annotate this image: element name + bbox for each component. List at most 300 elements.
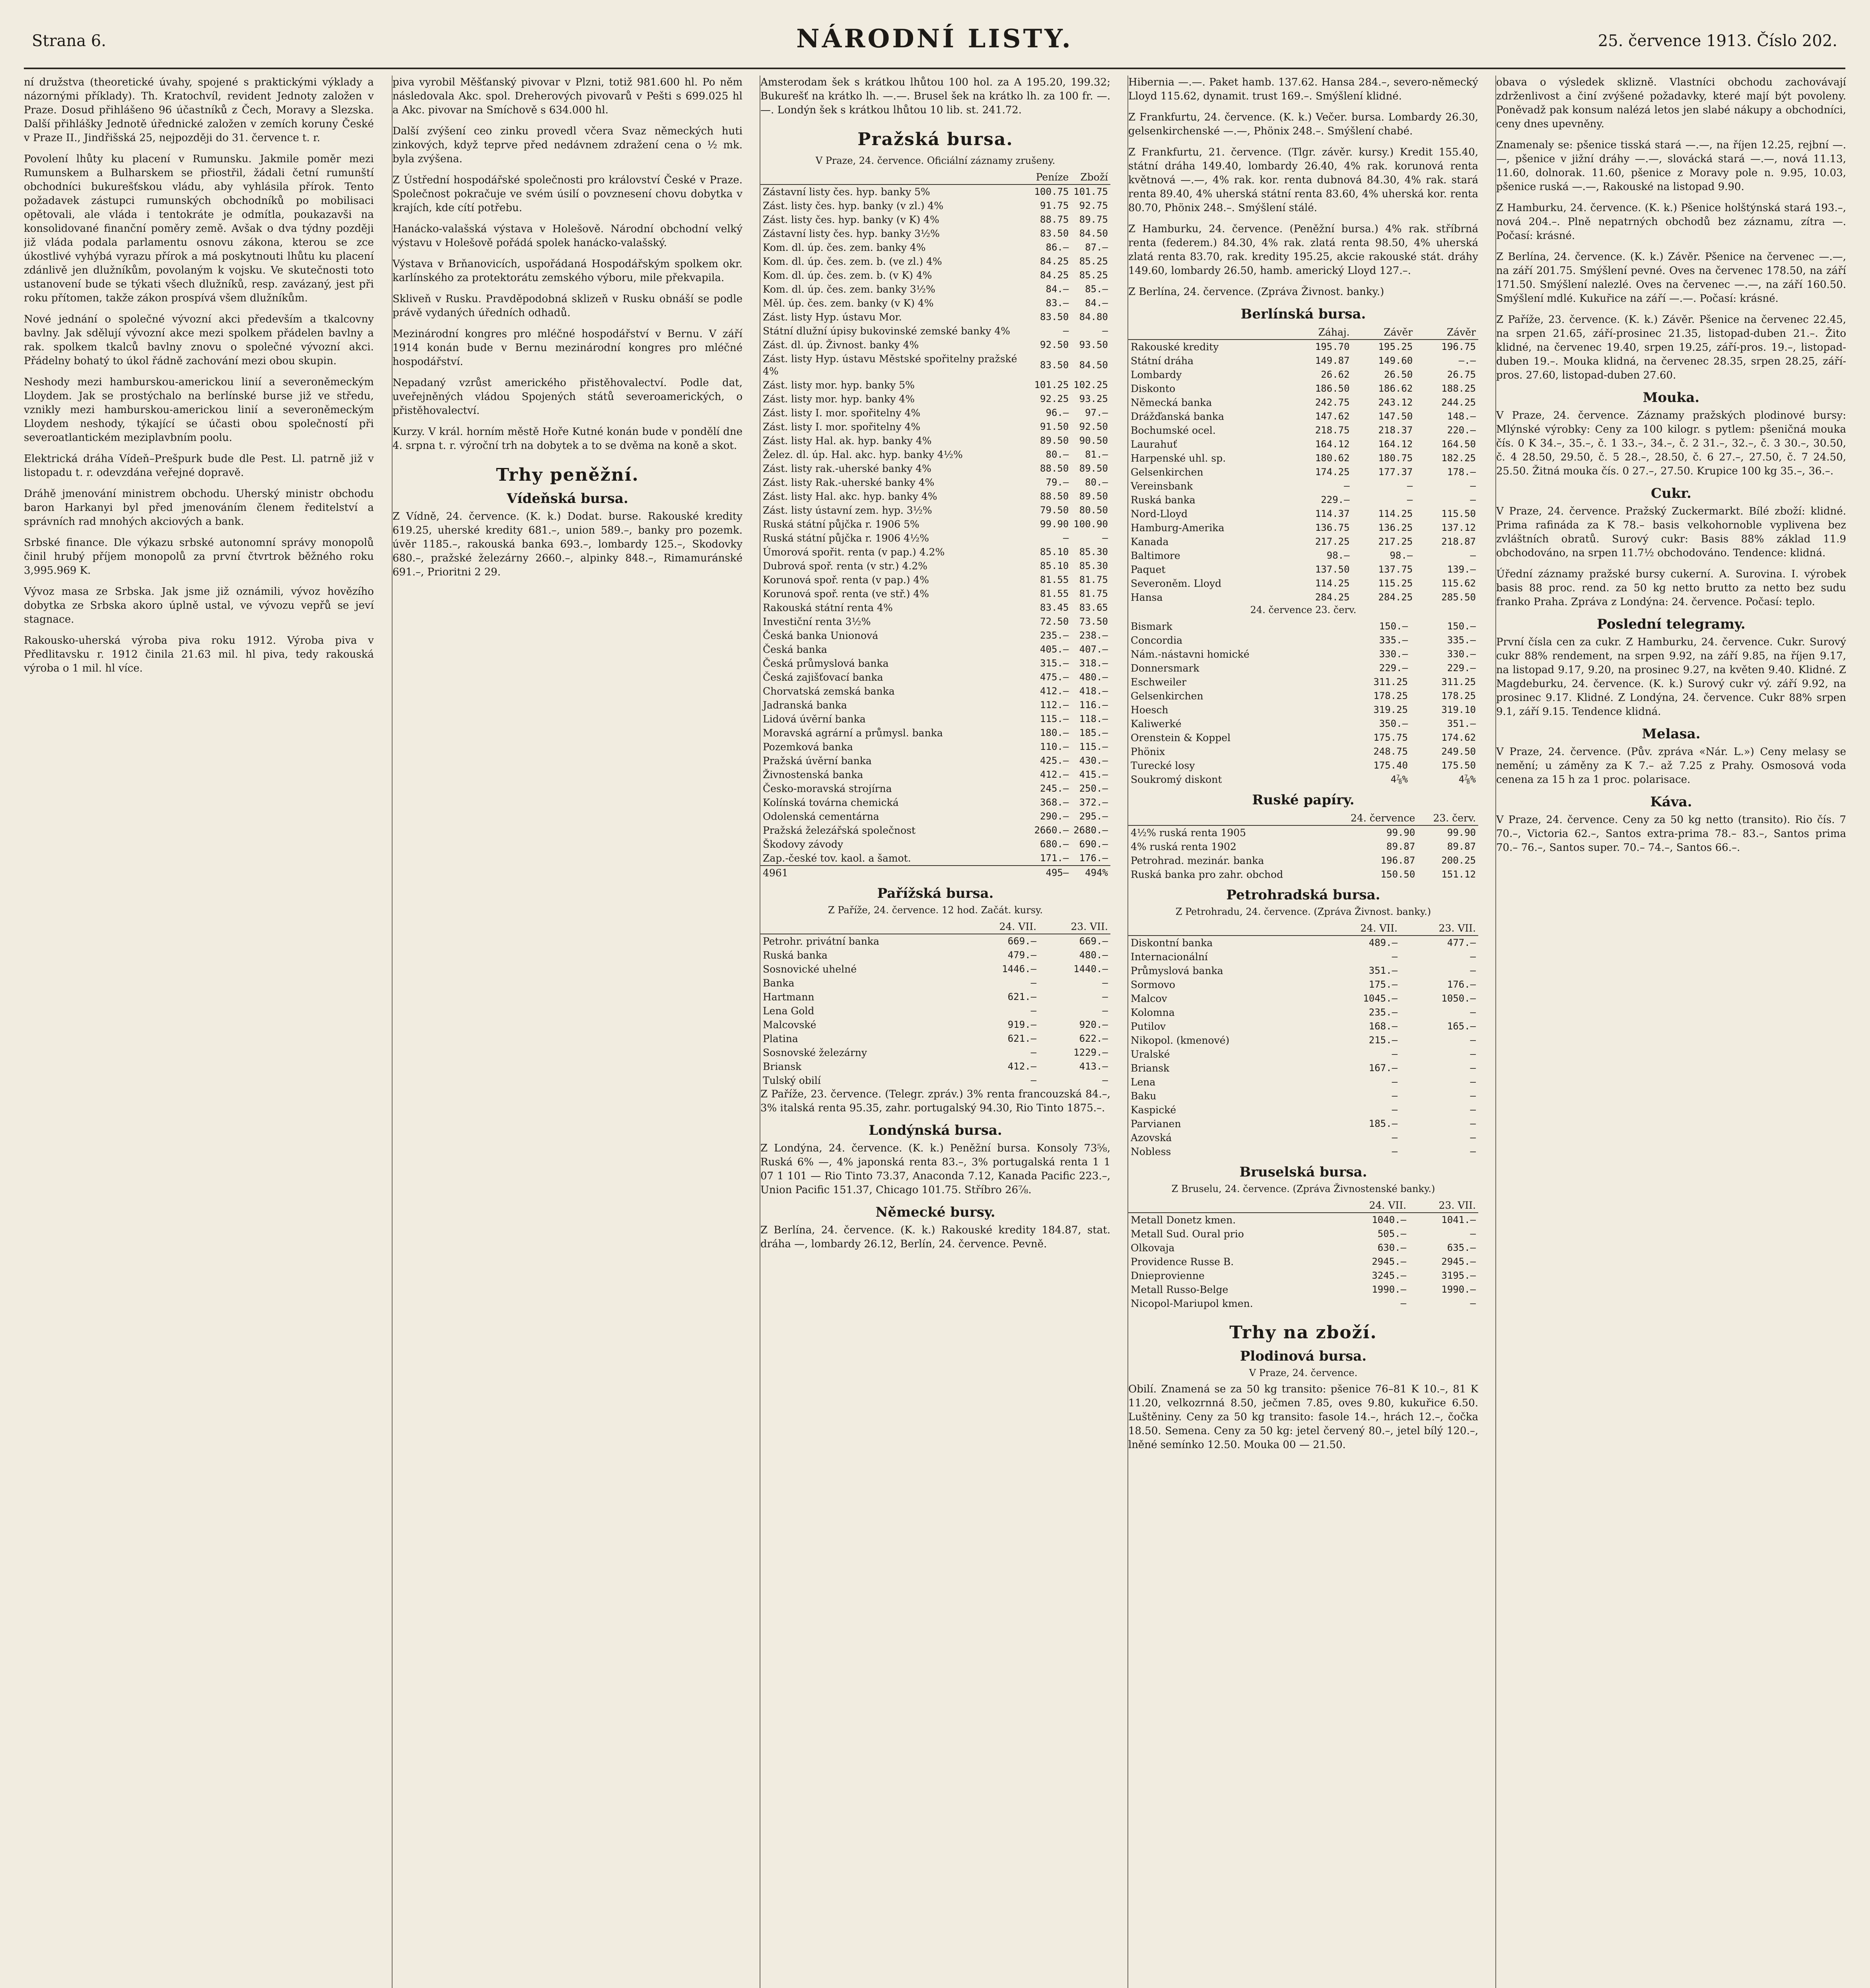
table-row	[1128, 773, 1478, 786]
quote-value: 235.–	[1040, 630, 1069, 641]
security-name: Ruská banka	[1131, 494, 1195, 506]
table-row	[1128, 1269, 1478, 1283]
article-paragraph: Hanácko-valašská výstava v Holešově. Národní obchodní velký výstavu v Holešově pořádá spolek hanácko-valašský.	[393, 223, 743, 249]
quote-value: 80.–	[1085, 477, 1108, 488]
quote-value: 89.87	[1386, 841, 1415, 852]
table-row	[1128, 1089, 1478, 1103]
table-row	[1128, 1283, 1478, 1297]
security-name: Azovská	[1131, 1132, 1172, 1143]
quote-value: 110.–	[1040, 741, 1069, 752]
security-name: Chorvatská zemská banka	[763, 685, 895, 697]
section-title: Petrohradská bursa.	[1226, 887, 1380, 903]
table-row	[760, 615, 1110, 629]
security-name: Korunová spoř. renta (v pap.) 4%	[763, 574, 929, 586]
quote-value: 85.30	[1079, 546, 1108, 557]
security-name: Zást. listy Rak.-uherské banky 4%	[763, 477, 935, 488]
article-paragraph: Dráhě jmenování ministrem obchodu. Uherský ministr obchodu baron Harkanyi byl před jmenováním členem ředitelství a správních rad mnohých akciových a bank.	[24, 488, 374, 528]
quote-value: 238.–	[1079, 630, 1108, 641]
security-name: Česká zajišťovací banka	[763, 672, 883, 683]
section-title: Pařížská bursa.	[877, 885, 994, 901]
quote-value: 101.25	[1034, 379, 1069, 390]
quote-value: —	[1102, 977, 1108, 988]
quote-value: 1440.–	[1073, 963, 1108, 975]
table-row	[760, 1074, 1110, 1087]
quote-value: 1446.–	[1002, 963, 1037, 975]
table-row	[760, 934, 1110, 948]
quote-value: —	[1392, 1048, 1398, 1060]
quote-value: 80.50	[1079, 505, 1108, 516]
table-row	[1128, 1061, 1478, 1075]
column-2	[392, 76, 743, 1988]
table-header-row	[1128, 921, 1478, 936]
security-name: Petrohrad. mezinár. banka	[1131, 855, 1264, 866]
quote-value: 3195.–	[1441, 1270, 1476, 1281]
quote-value: —	[1470, 1298, 1476, 1309]
quote-value: 180.75	[1378, 452, 1413, 464]
table-row	[1128, 493, 1478, 507]
security-name: Pražská železářská společnost	[763, 825, 916, 836]
quote-value: 479.–	[1007, 949, 1037, 961]
total-value: 494%	[1071, 866, 1110, 880]
security-name: Zást. listy I. mor. spořitelny 4%	[763, 407, 921, 419]
quote-value: 412.–	[1040, 685, 1069, 697]
article-paragraph: V Praze, 24. července. Ceny za 50 kg netto (transito). Rio čís. 7 70.–, Victoria 62.–, Santos extra-prima 78.– 83.–, Santos prima 70.– 76.–, Santos super. 70.– 74.–, Santos 66.–.	[1496, 814, 1846, 854]
quote-value: 177.37	[1378, 466, 1413, 478]
page-header	[24, 16, 1845, 69]
security-name: Státní dráha	[1131, 355, 1194, 367]
security-name: Nord-Lloyd	[1131, 508, 1188, 520]
quote-value: 115.–	[1040, 713, 1069, 724]
security-name: Česká průmyslová banka	[763, 658, 889, 669]
quote-value: —	[1470, 1062, 1476, 1074]
quote-value: 505.–	[1377, 1228, 1407, 1239]
quote-value: 350.–	[1379, 718, 1408, 729]
quote-value: 430.–	[1079, 755, 1108, 766]
table-row	[1128, 368, 1478, 382]
quote-value: 351.–	[1368, 965, 1398, 976]
security-name: Dubrová spoř. renta (v str.) 4.2%	[763, 560, 927, 572]
quote-value: 171.–	[1040, 852, 1069, 864]
table-header-cell: 23. VII.	[1409, 1198, 1478, 1213]
article-paragraph: Neshody mezi hamburskou-americkou linií a severoněmeckým Lloydem. Jak se prostýchalo na berlínské burse již ve středu, vznikly mezi hamburskou-americkou linií a severoněmeckým Lloydem neshody, týkající se účasti obou společností při severoatlantickém meziplavbním poolu.	[24, 376, 374, 444]
article-paragraph: Úřední záznamy pražské bursy cukerní. A. Surovina. I. výrobek basis 88 proc. rend. za 50 kg netto brutto za netto bez sudu franko Praha. Zpráva z Londýna: 24. července. Počasí: teplo.	[1496, 568, 1846, 608]
table-row	[1128, 1227, 1478, 1241]
table-row	[760, 310, 1110, 324]
quote-value: 1990.–	[1441, 1284, 1476, 1295]
table-row	[1128, 703, 1478, 717]
article-paragraph: Z Hamburku, 24. července. (Peněžní bursa.) 4% rak. stříbrná renta (federem.) 84.30, 4% rak. zlatá renta 98.50, 4% uherská zlatá renta 83.70, rak. kredity 195.25, akcie rakouské stát. dráhy 149.60, lombardy 26.50, hamb. americký Lloyd 127.–.	[1128, 223, 1478, 277]
quote-value: 335.–	[1447, 635, 1476, 646]
table-header-cell: Závěr	[1415, 325, 1478, 340]
quote-value: 220.–	[1447, 425, 1476, 436]
quote-value: 415.–	[1079, 769, 1108, 780]
column-3	[760, 76, 1110, 1988]
quote-value: 175.50	[1441, 760, 1476, 771]
security-name: Pražská úvěrní banka	[763, 755, 872, 767]
security-name: Laurahuť	[1131, 439, 1177, 450]
table-header-row	[1128, 325, 1478, 340]
security-name: Bochumské ocel.	[1131, 425, 1216, 436]
quote-value: 176.–	[1447, 979, 1476, 990]
quote-value: 88.50	[1040, 463, 1069, 474]
quote-value: 372.–	[1079, 797, 1108, 808]
security-name: Platina	[763, 1033, 798, 1044]
quote-value: 412.–	[1007, 1061, 1037, 1072]
berlin-bourse-table-2	[1128, 619, 1478, 786]
quote-value: 83.–	[1046, 297, 1069, 309]
security-name: Ruská banka	[763, 949, 828, 961]
security-name: Drážďanská banka	[1131, 411, 1224, 422]
quote-value: 84.25	[1040, 270, 1069, 281]
section-note: Z Paříže, 24. července. 12 hod. Začát. kursy.	[828, 905, 1043, 916]
table-row	[760, 462, 1110, 476]
table-row	[1128, 825, 1478, 840]
quote-value: 148.–	[1447, 411, 1476, 422]
article-paragraph: Výstava v Brňanovicích, uspořádaná Hospodářským spolkem okr. karlínského za protektorátu zemského výboru, mile překvapila.	[393, 258, 743, 284]
quote-value: —	[1470, 965, 1476, 976]
quote-value: 151.12	[1441, 869, 1476, 880]
security-name: Ruská banka pro zahr. obchod	[1131, 869, 1283, 880]
table-row	[760, 768, 1110, 782]
table-header-cell: 24. VII.	[967, 920, 1039, 934]
quote-value: 167.–	[1368, 1062, 1398, 1074]
table-row	[760, 213, 1110, 227]
quote-value: 477.–	[1447, 937, 1476, 948]
table-header-row	[1128, 811, 1478, 825]
section-title: Pražská bursa.	[857, 129, 1013, 149]
quote-value: —	[1470, 1048, 1476, 1060]
security-name: Banka	[763, 977, 795, 989]
section-title: Německé bursy.	[875, 1204, 995, 1220]
quote-value: 137.50	[1315, 564, 1350, 575]
table-row	[760, 268, 1110, 282]
quote-value: 1045.–	[1363, 993, 1398, 1004]
table-row	[1128, 479, 1478, 493]
quote-value: 81.55	[1040, 588, 1069, 599]
table-header-cell	[1128, 921, 1322, 936]
security-name: Nicopol-Mariupol kmen.	[1131, 1298, 1253, 1309]
quote-value: 2660.–	[1034, 825, 1069, 836]
security-name: Korunová spoř. renta (ve stř.) 4%	[763, 588, 929, 600]
quote-value: 919.–	[1007, 1019, 1037, 1030]
security-name: Diskonto	[1131, 383, 1176, 394]
article-paragraph: Z Berlína, 24. července. (K. k.) Závěr. Pšenice na červenec —.—, na září 201.75. Smýšlení pevné. Oves na červenec 178.50, na září 171.50. Smýšlení nalezlé. Oves na červenec —.—, na září 160.50. Smýšlení mdlé. Kukuřice na září —.—. Počasí: krásné.	[1496, 251, 1846, 305]
quote-value: 229.–	[1379, 662, 1408, 674]
table-row	[1128, 950, 1478, 964]
table-header-cell: 23. VII.	[1400, 921, 1478, 936]
quote-value: 100.75	[1034, 186, 1069, 197]
quote-value: 669.–	[1079, 936, 1108, 947]
article-paragraph: Srbské finance. Dle výkazu srbské autonomní správy monopolů činil hrubý příjem monopolů za první čtvrtrok běžného roku 3,995.969 K.	[24, 537, 374, 577]
quote-value: 185.–	[1079, 727, 1108, 738]
security-name: Rakouské kredity	[1131, 341, 1219, 353]
quote-value: 81.–	[1085, 449, 1108, 460]
quote-value: 85.30	[1079, 560, 1108, 571]
quote-value: 118.–	[1079, 713, 1108, 724]
article-paragraph: Z Frankfurtu, 24. července. (K. k.) Večer. bursa. Lombardy 26.30, gelsenkirchenské —.—, Phönix 248.–. Smýšlení chabé.	[1128, 111, 1478, 137]
quote-value: 81.55	[1040, 574, 1069, 585]
table-header-cell: Peníze	[1032, 170, 1071, 184]
table-row	[760, 823, 1110, 837]
quote-value: 83.50	[1040, 228, 1069, 239]
table-row	[1128, 354, 1478, 368]
quote-value: —	[1470, 1146, 1476, 1157]
security-name: Dnieprovienne	[1131, 1270, 1205, 1281]
table-row	[760, 782, 1110, 796]
quote-value: 4⅞%	[1458, 774, 1476, 785]
security-name: Briansk	[1131, 1062, 1170, 1074]
security-name: Zást. listy čes. hyp. banky (v K) 4%	[763, 214, 939, 225]
table-row	[760, 948, 1110, 962]
quote-value: —	[1470, 951, 1476, 962]
security-name: Petrohr. privátní banka	[763, 936, 879, 947]
table-row	[1128, 1006, 1478, 1019]
quote-value: 920.–	[1079, 1019, 1108, 1030]
security-name: Kom. dl. úp. čes. zem. b. (v K) 4%	[763, 270, 932, 281]
quote-value: 242.75	[1315, 397, 1350, 408]
security-name: Turecké losy	[1131, 760, 1195, 771]
quote-value: 285.50	[1441, 592, 1476, 603]
quote-value: 91.75	[1040, 200, 1069, 211]
quote-value: 114.37	[1315, 508, 1350, 519]
quote-value: 150.–	[1379, 621, 1408, 632]
table-row	[1128, 1033, 1478, 1047]
table-row	[760, 629, 1110, 643]
quote-value: 249.50	[1441, 746, 1476, 757]
security-name: Orenstein & Koppel	[1131, 732, 1231, 744]
article-paragraph: Z Paříže, 23. července. (Telegr. zpráv.) 3% renta francouzská 84.–, 3% italská renta 95.35, zahr. portugalský 94.30, Rio Tinto 1875.–.	[760, 1088, 1110, 1114]
quote-value: 413.–	[1079, 1061, 1108, 1072]
security-name: Kom. dl. úp. čes. zem. banky 4%	[763, 242, 926, 253]
quote-value: 218.75	[1315, 425, 1350, 436]
quote-value: 243.12	[1378, 397, 1413, 408]
quote-value: —	[1392, 1146, 1398, 1157]
quote-value: —	[1063, 532, 1069, 544]
security-name: Moravská agrární a průmysl. banka	[763, 727, 943, 739]
quote-value: 115.–	[1079, 741, 1108, 752]
quote-value: 91.50	[1040, 421, 1069, 432]
quote-value: 90.50	[1079, 435, 1108, 446]
table-row	[1128, 936, 1478, 950]
security-name: Lena Gold	[763, 1005, 814, 1017]
quote-value: 87.–	[1085, 242, 1108, 253]
table-row	[1128, 717, 1478, 731]
section-title: Trhy na zboží.	[1229, 1322, 1377, 1343]
table-header-cell	[1128, 811, 1329, 825]
table-row	[1128, 465, 1478, 479]
quote-value: 311.25	[1441, 676, 1476, 687]
quote-value: 318.–	[1079, 658, 1108, 669]
article-paragraph: Z Hamburku, 24. července. (K. k.) Pšenice holštýnská stará 193.–, nová 204.–. Plně nepatrných obchodů bez záznamu, zítra —. Počasí: krásné.	[1496, 202, 1846, 242]
quote-value: 85.10	[1040, 546, 1069, 557]
quote-value: 101.75	[1073, 186, 1108, 197]
table-header-cell: 23. červ.	[1417, 811, 1478, 825]
quote-value: 83.50	[1040, 359, 1069, 371]
column-4	[1127, 76, 1478, 1988]
article-paragraph: Z Frankfurtu, 21. července. (Tlgr. závěr. kursy.) Kredit 155.40, státní dráha 149.40, lombardy 26.40, 4% rak. korunová renta květnová —.—, 4% rak. kor. renta dubnová 84.30, 4% rak. stará renta 89.40, 4% uherská státní renta 83.60, 4% uherská kor. renta 80.70, Phönix 248.–. Smýšlení stálé.	[1128, 146, 1478, 214]
quote-value: —	[1063, 325, 1069, 336]
security-name: Briansk	[763, 1061, 802, 1072]
table-row	[760, 352, 1110, 378]
quote-value: —	[1102, 532, 1108, 544]
article-paragraph: V Praze, 24. července. (Pův. zpráva «Nár. L.») Ceny melasy se nemění; u záměny za K 7.– až 7.25 z Prahy. Osmosová voda cenena za 15 h za 1 proc. polarisace.	[1496, 746, 1846, 786]
security-name: Gelsenkirchen	[1131, 690, 1203, 702]
quote-value: 489.–	[1368, 937, 1398, 948]
security-name: Česká banka Unionová	[763, 630, 879, 641]
quote-value: 97.–	[1085, 407, 1108, 418]
quote-value: 98.–	[1326, 550, 1350, 561]
table-row	[1128, 340, 1478, 354]
section-title: Trhy peněžní.	[496, 465, 639, 485]
quote-value: 83.45	[1040, 602, 1069, 613]
security-name: Česko-moravská strojírna	[763, 783, 892, 794]
section-title: Mouka.	[1643, 390, 1700, 406]
table-header-cell: 23. VII.	[1039, 920, 1110, 934]
quote-value: 1040.–	[1372, 1214, 1407, 1225]
quote-value: 89.75	[1079, 214, 1108, 225]
quote-value: —	[1102, 1005, 1108, 1016]
quote-value: 136.25	[1378, 522, 1413, 533]
security-name: Gelsenkirchen	[1131, 466, 1203, 478]
quote-value: 330.–	[1379, 648, 1408, 660]
section-title: Londýnská bursa.	[869, 1122, 1002, 1138]
table-row	[760, 282, 1110, 296]
article-paragraph: Hibernia —.—. Paket hamb. 137.62. Hansa 284.–, severo-německý Lloyd 115.62, dynamit. trust 169.–. Smýšlení klidné.	[1128, 76, 1478, 102]
quote-value: 79.50	[1040, 505, 1069, 516]
table-row	[760, 420, 1110, 434]
quote-value: 85.–	[1085, 283, 1108, 295]
security-name: Baltimore	[1131, 550, 1180, 561]
security-name: Zást. listy mor. hyp. banky 4%	[763, 393, 915, 405]
quote-value: —	[1470, 480, 1476, 491]
table-header-row	[1128, 1198, 1478, 1213]
security-name: Putilov	[1131, 1021, 1166, 1032]
table-row	[760, 448, 1110, 462]
table-row	[1128, 689, 1478, 703]
security-name: Baku	[1131, 1090, 1157, 1102]
security-name: Kanada	[1131, 536, 1169, 547]
quote-value: 475.–	[1040, 672, 1069, 683]
security-name: Investiční renta 3½%	[763, 616, 871, 627]
berlin-bourse-table	[1128, 325, 1478, 604]
quote-value: 229.–	[1447, 662, 1476, 674]
security-name: Škodovy závody	[763, 839, 843, 850]
table-header-cell: Záhaj.	[1289, 325, 1352, 340]
security-name: Zást. listy Hal. ak. hyp. banky 4%	[763, 435, 932, 447]
quote-value: 149.60	[1378, 355, 1413, 366]
quote-value: 174.62	[1441, 732, 1476, 743]
quote-value: 1050.–	[1441, 993, 1476, 1004]
quote-value: —	[1470, 1132, 1476, 1143]
quote-value: 98.–	[1390, 550, 1413, 561]
quote-value: 315.–	[1040, 658, 1069, 669]
table-row	[760, 796, 1110, 810]
security-name: Odolenská cementárna	[763, 811, 879, 822]
quote-value: 412.–	[1040, 769, 1069, 780]
quote-value: 114.25	[1315, 578, 1350, 589]
quote-value: 248.75	[1373, 746, 1408, 757]
article-paragraph: Elektrická dráha Vídeň–Prešpurk bude dle Pest. Ll. patrně již v listopadu t. r. odevzdána veřejné dopravě.	[24, 453, 374, 479]
quote-value: 81.75	[1079, 588, 1108, 599]
quote-value: 368.–	[1040, 797, 1069, 808]
quote-value: 85.25	[1079, 270, 1108, 281]
article-paragraph: Mezinárodní kongres pro mléčné hospodářství v Bernu. V září 1914 konán bude v Bernu mezinárodní kongres pro mléčné hospodářství.	[393, 328, 743, 368]
quote-value: 335.–	[1379, 635, 1408, 646]
security-name: Lena	[1131, 1076, 1156, 1088]
quote-value: 2945.–	[1441, 1256, 1476, 1267]
security-name: Průmyslová banka	[1131, 965, 1223, 977]
quote-value: 245.–	[1040, 783, 1069, 794]
page-number: Strana 6.	[32, 32, 106, 50]
quote-value: —	[1392, 1132, 1398, 1143]
security-name: Živnostenská banka	[763, 769, 863, 780]
security-name: Vereinsbank	[1131, 480, 1193, 492]
quote-value: 99.90	[1386, 827, 1415, 838]
security-name: Uralské	[1131, 1048, 1170, 1060]
quote-value: 85.10	[1040, 560, 1069, 571]
section-title: Ruské papíry.	[1252, 792, 1355, 808]
quote-value: 4⅞%	[1390, 774, 1408, 785]
quote-value: 165.–	[1447, 1021, 1476, 1032]
quote-value: 178.25	[1441, 690, 1476, 701]
quote-value: 295.–	[1079, 811, 1108, 822]
table-row	[760, 990, 1110, 1004]
article-paragraph: piva vyrobil Měšťanský pivovar v Plzni, totiž 981.600 hl. Po něm následovala Akc. spol. Dreherových pivovarů v Pešti s 699.025 hl a Akc. pivovar na Smíchově s 634.000 hl.	[393, 76, 743, 116]
article-paragraph: Z Londýna, 24. července. (K. k.) Peněžní bursa. Konsoly 73⅝, Ruská 6% —, 4% japonská renta 83.–, 3% portugalská renta 1 1 07 1 101 — Rio Tinto 73.37, Anaconda 7.12, Kanada Pacific 223.–, Union Pacific 151.37, Chicago 101.75. Stříbro 26⅞.	[760, 1142, 1110, 1196]
table-header-cell: 24. VII.	[1339, 1198, 1409, 1213]
quote-value: —	[1344, 480, 1350, 491]
security-name: Providence Russe B.	[1131, 1256, 1234, 1268]
quote-value: 26.75	[1447, 369, 1476, 380]
issue-date: 25. července 1913. Číslo 202.	[1598, 32, 1837, 50]
table-row	[760, 698, 1110, 712]
quote-value: 182.25	[1441, 452, 1476, 464]
security-name: Lombardy	[1131, 369, 1182, 381]
table-row	[760, 199, 1110, 213]
quote-value: —	[1030, 1075, 1037, 1086]
quote-value: 1990.–	[1372, 1284, 1407, 1295]
quote-value: 92.50	[1040, 339, 1069, 350]
quote-value: 186.62	[1378, 383, 1413, 394]
table-header-cell: Závěr	[1352, 325, 1415, 340]
article-paragraph: Obilí. Znamená se za 50 kg transito: pšenice 76–81 K 10.–, 81 K 11.20, velkozrnná 8.50, ječmen 7.85, oves 9.80, kukuřice 6.50. Luštěniny. Ceny za 50 kg transito: fasole 14.–, hrách 12.–, čočka 18.50. Semena. Ceny za 50 kg: jetel červený 80.–, jetel bílý 120.–, lněné semínko 12.50. Mouka 00 — 21.50.	[1128, 1383, 1478, 1451]
table-row	[760, 1060, 1110, 1074]
table-row	[1128, 382, 1478, 396]
quote-value: 92.75	[1079, 200, 1108, 211]
newspaper-page	[24, 16, 1845, 1988]
security-name: Zást. dl. úp. Živnost. banky 4%	[763, 339, 919, 351]
quote-value: 480.–	[1079, 949, 1108, 961]
security-name: Kaspické	[1131, 1104, 1176, 1116]
table-row	[760, 962, 1110, 976]
quote-value: 178.–	[1447, 466, 1476, 478]
quote-value: 200.25	[1441, 855, 1476, 866]
quote-value: 92.50	[1079, 421, 1108, 432]
security-name: Nám.-nástavni homické	[1131, 648, 1250, 660]
security-name: Metall Russo-Belge	[1131, 1284, 1229, 1295]
quote-value: 1041.–	[1441, 1214, 1476, 1225]
quote-value: —	[1030, 977, 1037, 988]
table-row	[1128, 992, 1478, 1006]
table-row	[760, 712, 1110, 726]
columns	[24, 76, 1845, 1988]
quote-value: 196.87	[1380, 855, 1415, 866]
security-name: 4½% ruská renta 1905	[1131, 827, 1246, 839]
security-name: Metall Sud. Oural prio	[1131, 1228, 1244, 1240]
article-paragraph: V Praze, 24. července. Záznamy pražských plodinové bursy: Mlýnské výrobky: Ceny za 100 kilogr. s pytlem: pšeničná mouka čís. 0 K 34.–, 35.–, č. 1 33.–, 34.–, č. 2 31.–, 32.–, č. 3 30.–, 30.50, č. 4 28.50, 29.50, č. 5 28.–, 28.50, č. 6 27.–, 27.50, č. 7 24.50, 25.50. Žitná mouka čís. 0 27.–, 27.50. Krupice 100 kg 35.–, 36.–.	[1496, 410, 1846, 477]
table-row	[760, 476, 1110, 489]
security-name: Bismark	[1131, 621, 1172, 632]
